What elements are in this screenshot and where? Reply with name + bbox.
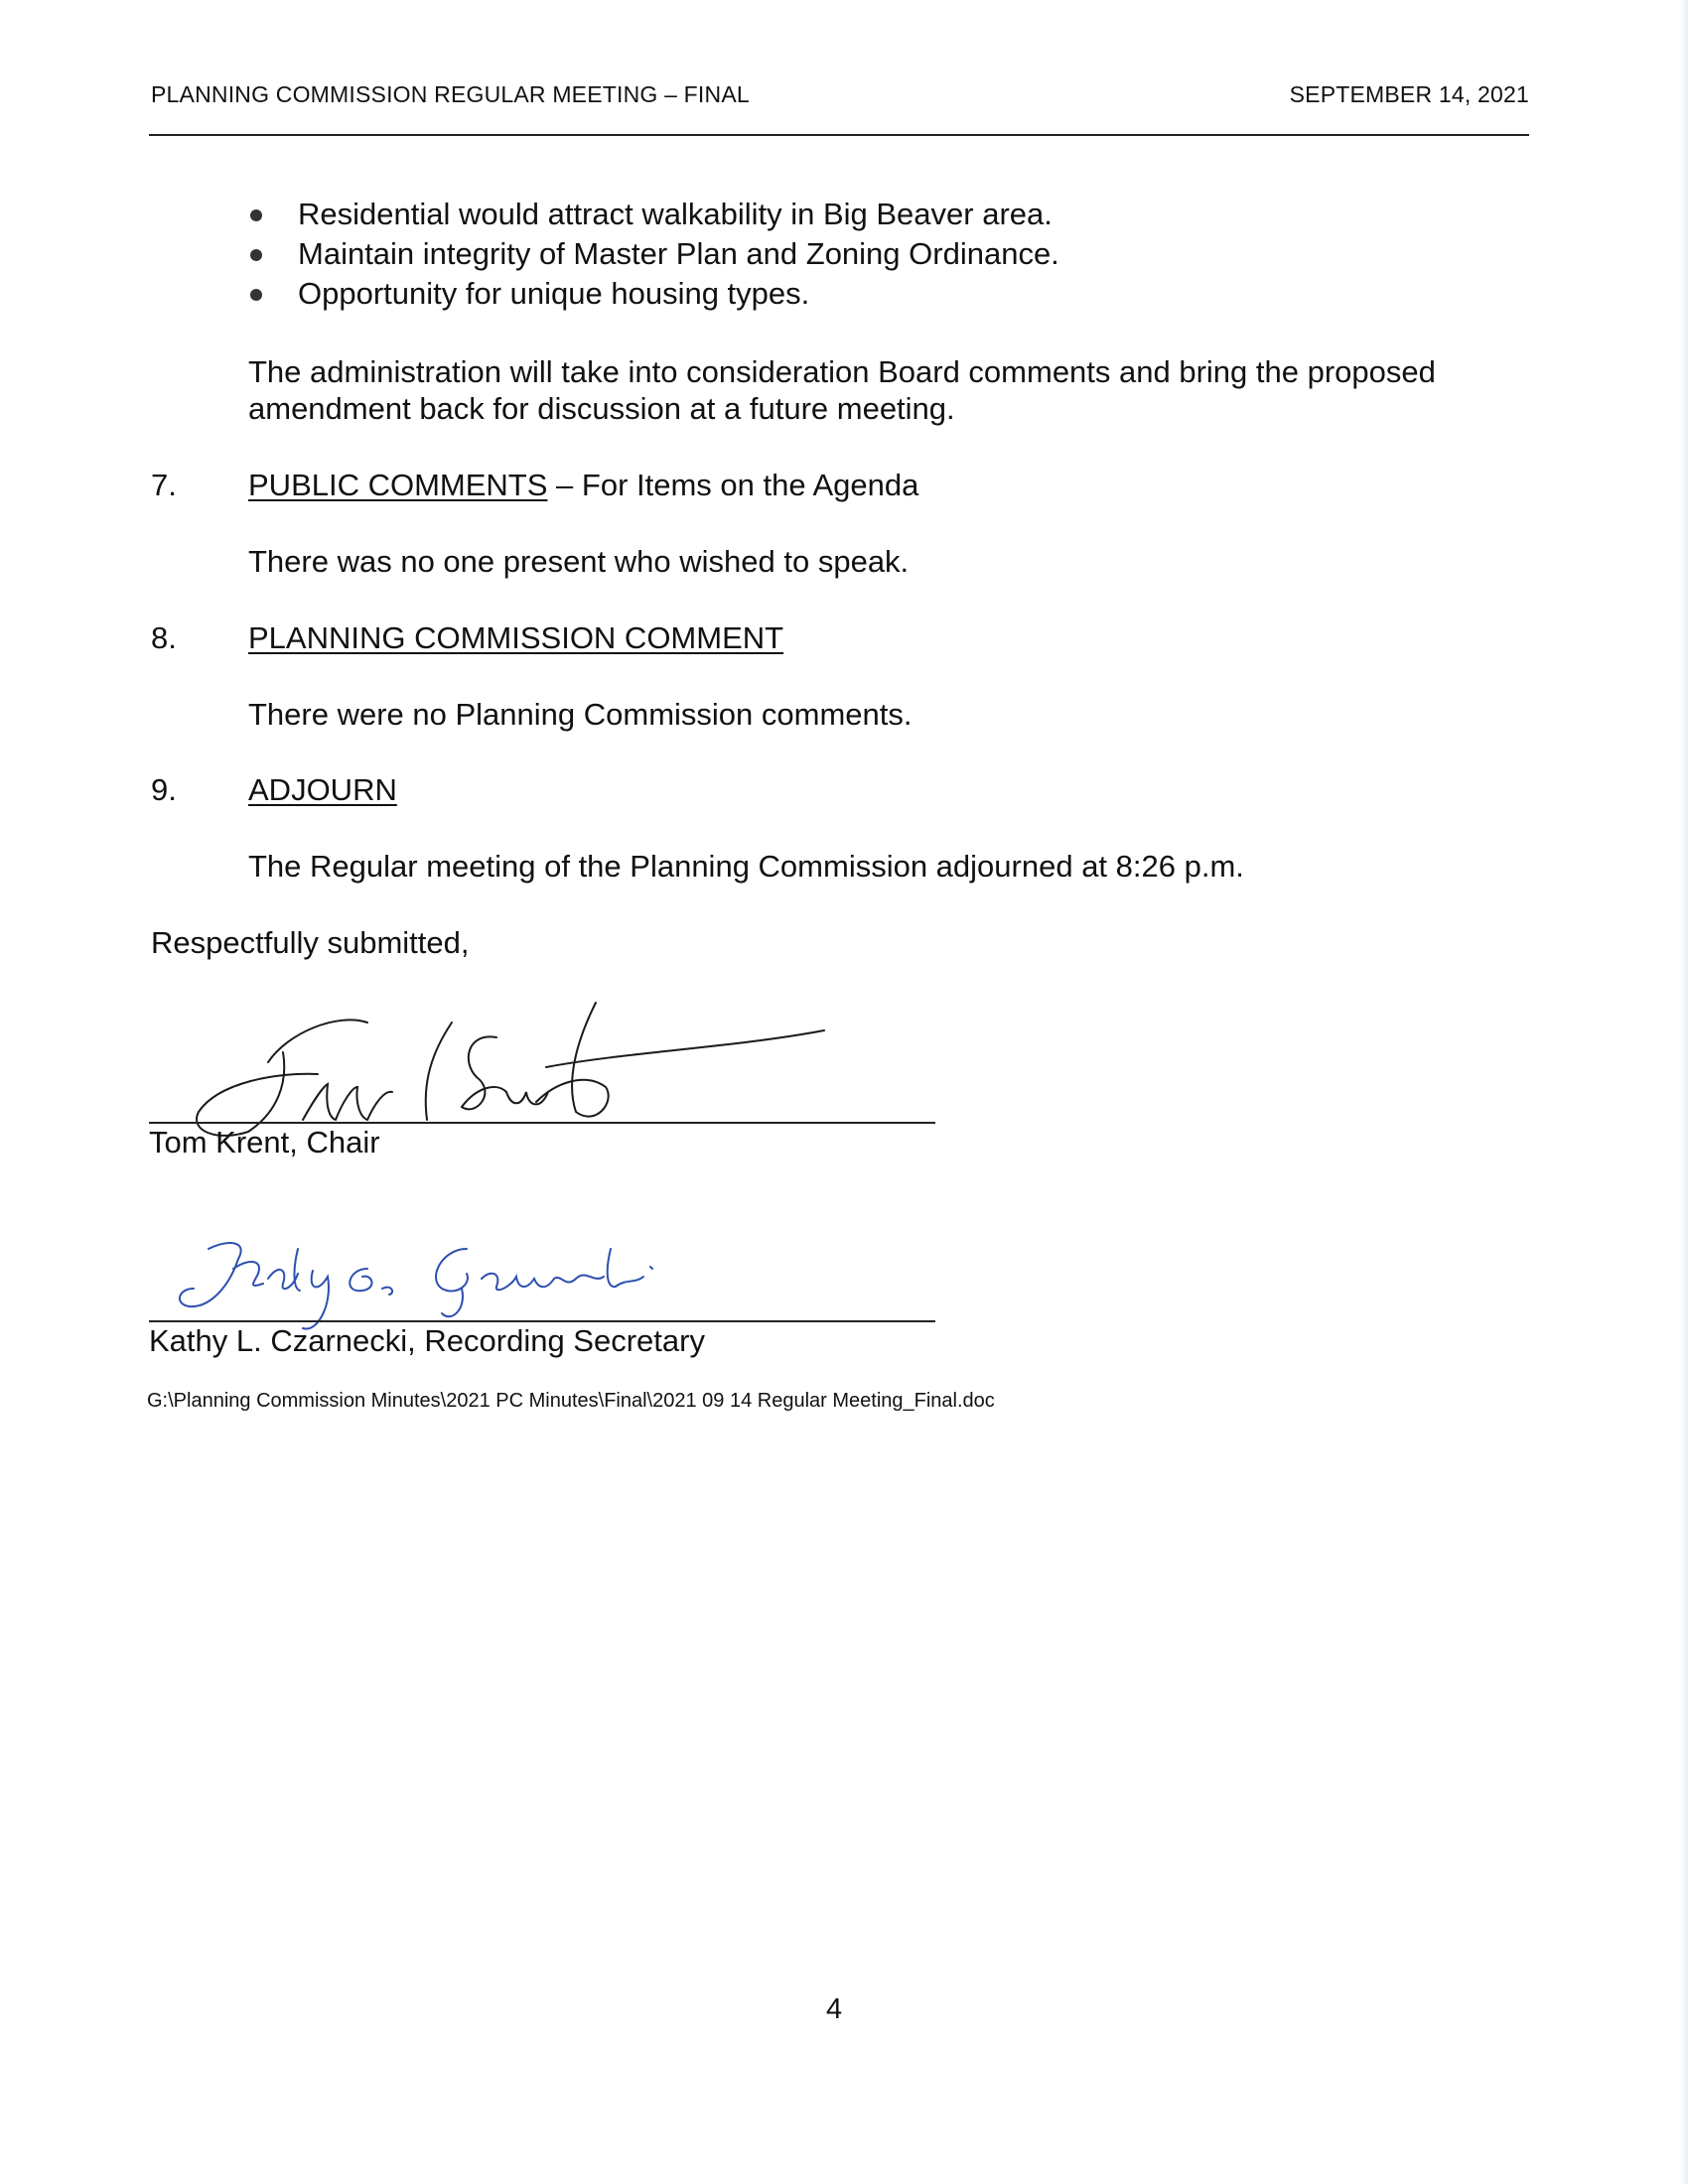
item-text: There were no Planning Commission comments. <box>248 697 913 732</box>
item-heading <box>248 619 783 656</box>
bullet-item <box>248 274 1059 314</box>
bullet-icon <box>250 209 262 221</box>
bullet-list <box>248 195 1059 314</box>
item-heading <box>248 467 918 503</box>
item-heading-title: ADJOURN <box>248 772 397 807</box>
header-date: SEPTEMBER 14, 2021 <box>1289 81 1529 107</box>
bullet-icon <box>250 289 262 301</box>
chair-name: Tom Krent, Chair <box>149 1125 380 1160</box>
item-text: There was no one present who wished to speak. <box>248 544 910 579</box>
secretary-signature-strokes <box>180 1243 652 1329</box>
item-heading-title: PLANNING COMMISSION COMMENT <box>248 620 784 655</box>
bullet-text: Maintain integrity of Master Plan and Zoning Ordinance. <box>298 236 1059 271</box>
administration-note: The administration will take into consideration Board comments and bring the proposed amendment back for discussion at a future meeting. <box>248 354 1436 426</box>
header-divider <box>149 134 1529 136</box>
item-number: 8. <box>151 620 177 655</box>
item-text: The Regular meeting of the Planning Commission adjourned at 8:26 p.m. <box>248 849 1244 884</box>
closing-text: Respectfully submitted, <box>151 925 470 960</box>
item-heading <box>248 771 397 808</box>
chair-signature-strokes <box>197 1003 824 1136</box>
bullet-icon <box>250 249 262 261</box>
bullet-item <box>248 234 1059 274</box>
header-title: PLANNING COMMISSION REGULAR MEETING – FINAL <box>151 81 750 107</box>
bullet-text: Residential would attract walkability in Big Beaver area. <box>298 197 1053 231</box>
scan-edge <box>1680 0 1688 2184</box>
file-path: G:\Planning Commission Minutes\2021 PC Minutes\Final\2021 09 14 Regular Meeting_Final.doc <box>147 1390 995 1412</box>
item-number: 9. <box>151 772 177 807</box>
bullet-item <box>248 195 1059 234</box>
secretary-name: Kathy L. Czarnecki, Recording Secretary <box>149 1323 705 1358</box>
item-number: 7. <box>151 468 177 502</box>
item-heading-suffix: – For Items on the Agenda <box>547 468 919 502</box>
bullet-text: Opportunity for unique housing types. <box>298 276 810 311</box>
item-heading-title: PUBLIC COMMENTS <box>248 468 548 502</box>
page-number: 4 <box>826 1993 843 2025</box>
chair-signature-icon <box>179 993 834 1142</box>
